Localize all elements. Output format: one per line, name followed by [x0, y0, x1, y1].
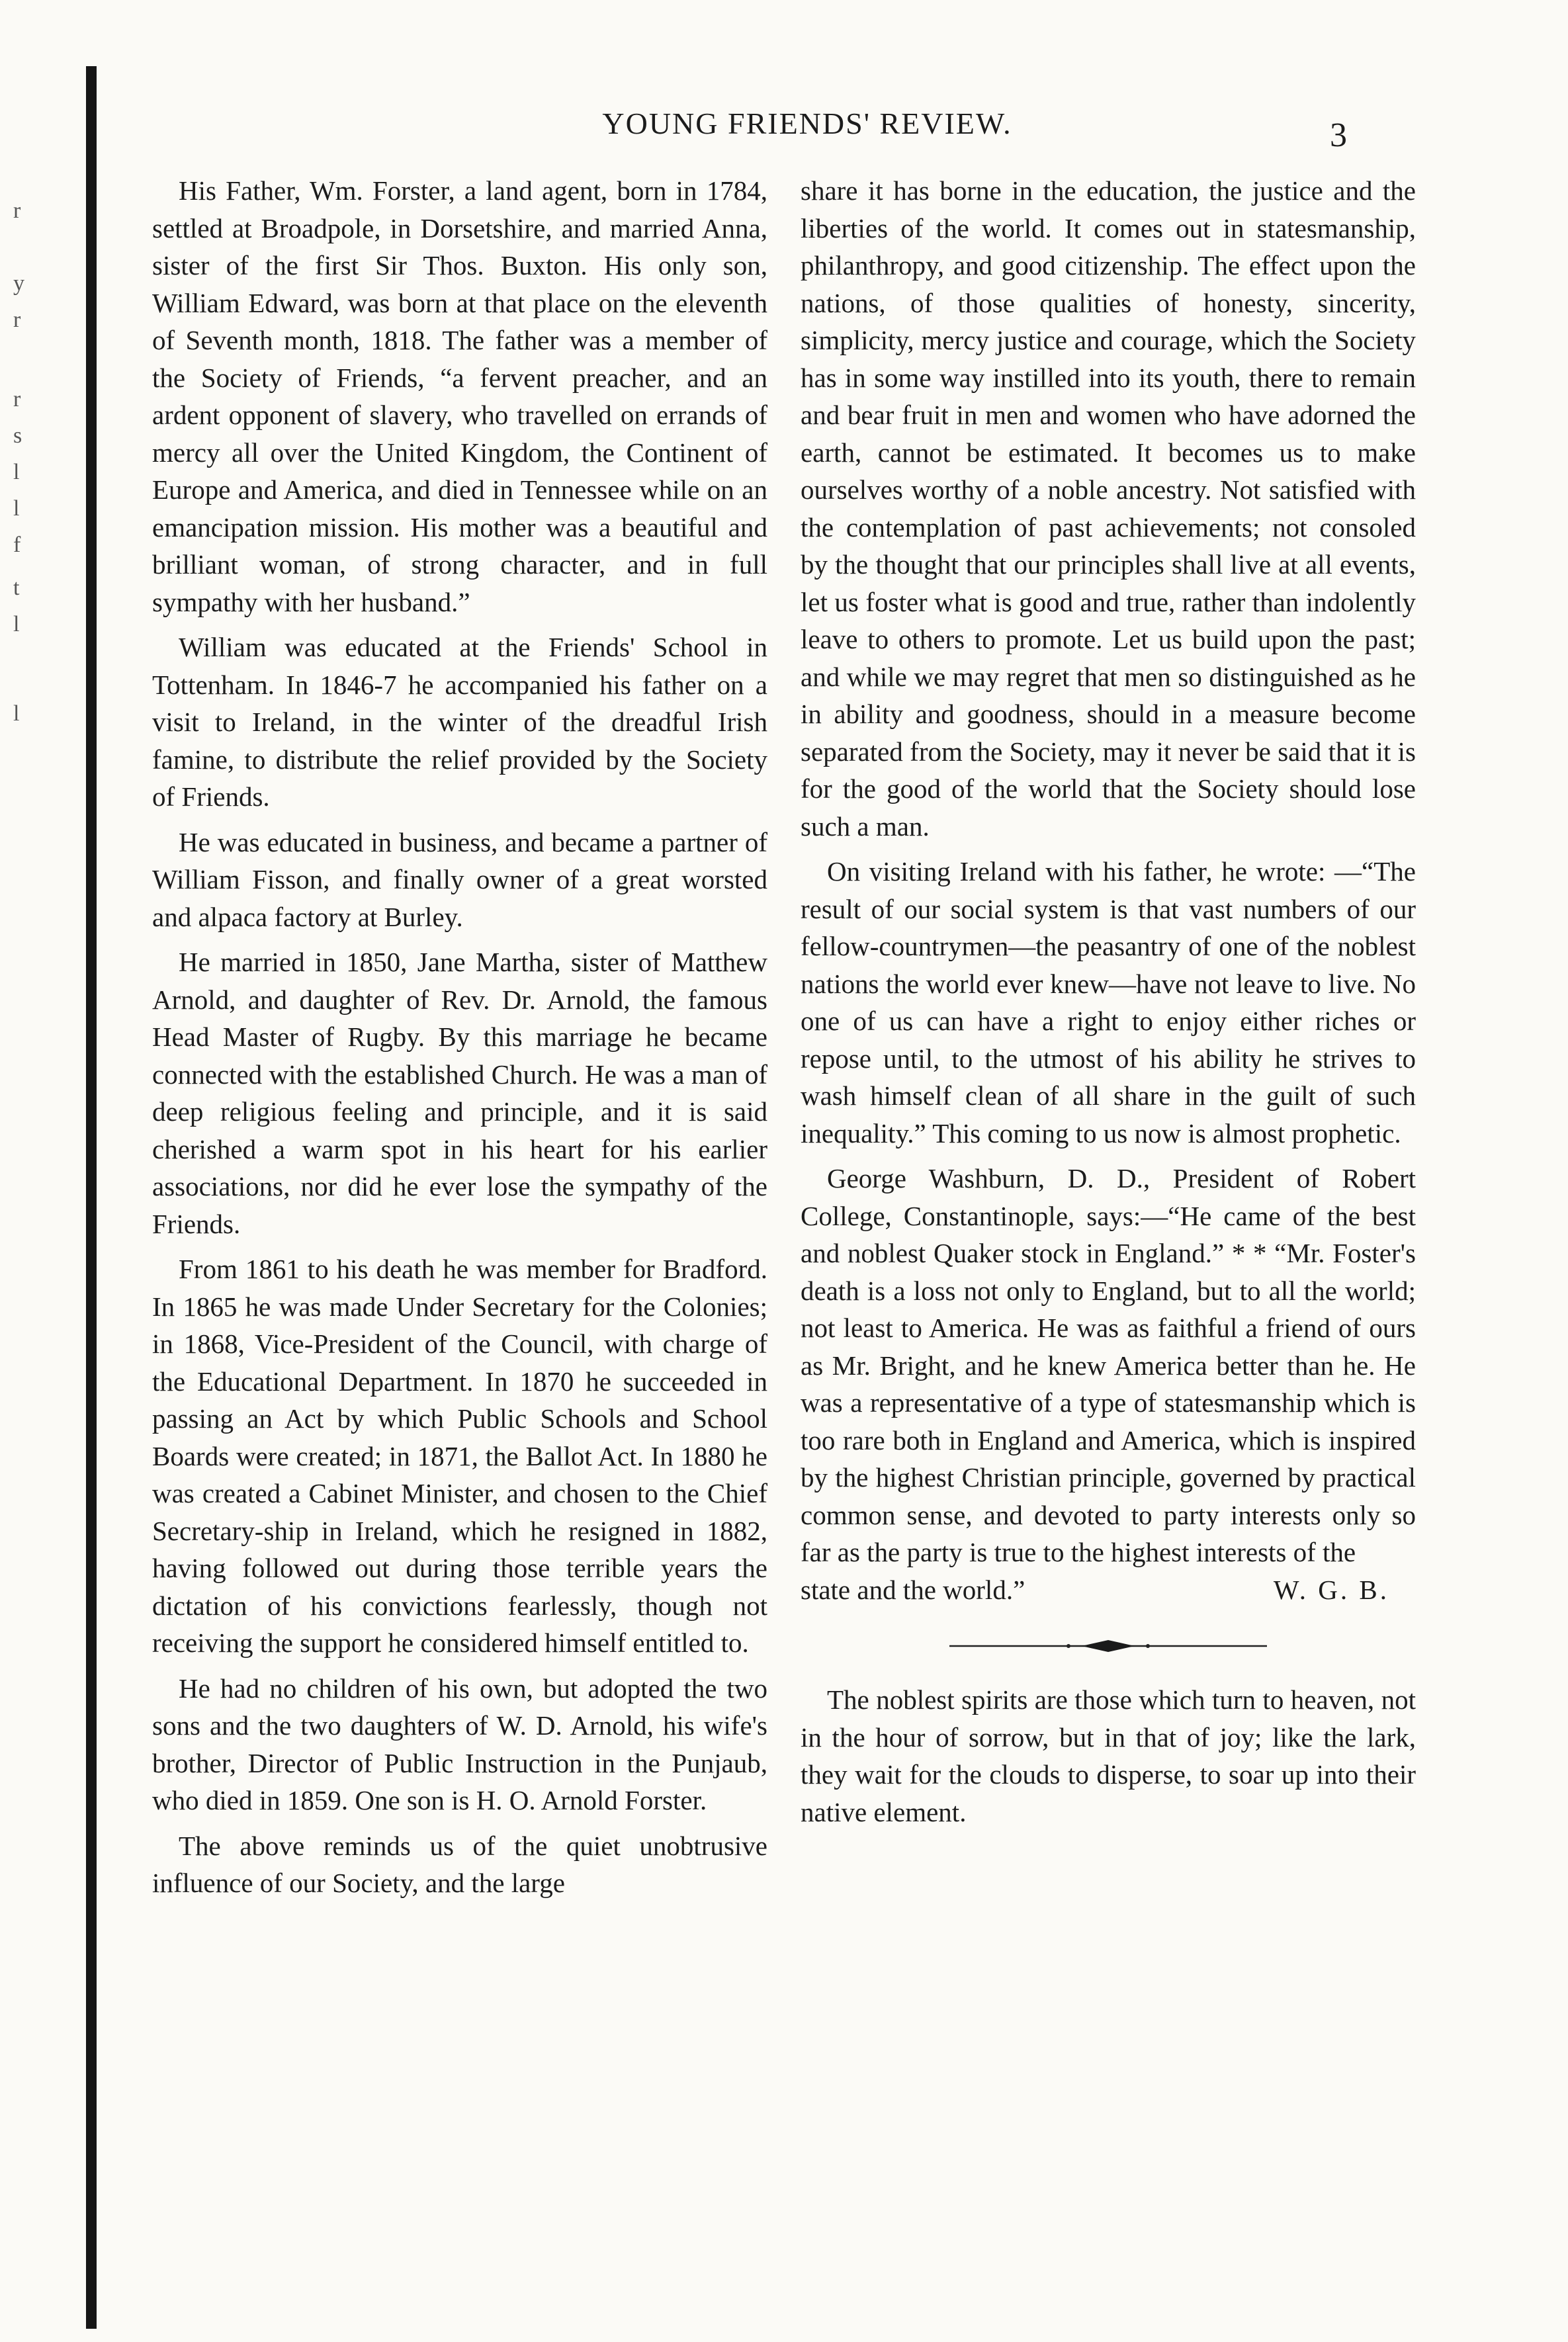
paragraph: He married in 1850, Jane Martha, sister of Matthew Arnold, and daughter of Rev. Dr. Arnold, the famous Head Master of Rugby. By this marriage he became connected with the established Church. He was a man of deep religious feeling and principle, and it is said cherished a warm spot in his heart for his earlier associations, nor did he ever lose the sympathy of the Friends.: [152, 947, 767, 1239]
paragraph: His Father, Wm. Forster, a land agent, born in 1784, settled at Broadpole, in Dorsetshire, and married Anna, sister of the first Sir Thos. Buxton. His only son, William Edward, was born at that place on the eleventh of Seventh month, 1818. The father was a member of the Society of Friends, “a fervent preacher, and an ardent opponent of slavery, who travelled on errands of mercy all over the United Kingdom, the Continent of Europe and America, and died in Tennessee while on an emancipation mission. His mother was a beautiful and brilliant woman, of strong character, and in full sympathy with her husband.”: [152, 175, 767, 617]
left-column: [152, 172, 767, 1910]
margin-fragment: r: [13, 387, 21, 412]
margin-fragment: l: [13, 496, 20, 521]
signature-line: [801, 1571, 1416, 1609]
margin-fragment: r: [13, 308, 21, 332]
margin-fragment: s: [13, 423, 22, 448]
margin-fragment: l: [13, 460, 20, 484]
margin-fragments: [0, 159, 66, 1482]
closing-quote: The noblest spirits are those which turn to heaven, not in the hour of sorrow, but in that of joy; like the lark, they wait for the clouds to disperse, to soar up into their native element.: [801, 1684, 1416, 1827]
paragraph: On visiting Ireland with his father, he wrote: —“The result of our social system is that vast numbers of our fellow-countrymen—the peasantry of one of the noblest nations the world ever knew—have not leave to live. No one of us can have a right to enjoy either riches or repose until, to the utmost of his ability he strives to wash himself clean of all share in the guilt of such inequality.” This coming to us now is almost prophetic.: [801, 856, 1416, 1149]
paragraph: From 1861 to his death he was member for Bradford. In 1865 he was made Under Secretary for the Colonies; in 1868, Vice-President of the Council, with charge of the Educational Department. In 1870 he succeeded in passing an Act by which Public Schools and School Boards were created; in 1871, the Ballot Act. In 1880 he was created a Cabinet Minister, and chosen to the Chief Secretary-ship in Ireland, which he resigned in 1882, having followed out during those terrible years the dictation of his convictions fearlessly, though not receiving the support he considered himself entitled to.: [152, 1254, 767, 1658]
ornament-divider: [943, 1636, 1274, 1656]
margin-fragment: f: [13, 533, 21, 557]
signature-initials: W. G. B.: [1273, 1574, 1389, 1605]
paragraph: share it has borne in the education, the justice and the liberties of the world. It comes out in statesmanship, philanthropy, and good citizenship. The effect upon the nations, of those qualities of honesty, sincerity, simplicity, mercy justice and courage, which the Society has in some way instilled into its youth, there to remain and bear fruit in men and women who have adorned the earth, cannot be estimated. It becomes us to make ourselves worthy of a noble ancestry. Not satisfied with the contemplation of past achievements; not consoled by the thought that our principles shall live at all events, let us foster what is good and true, rather than indolently leave to others to promote. Let us build upon the past; and while we may regret that men so distinguished as he in ability and goodness, should in a measure become separated from the Society, may it never be said that it is for the good of the world that the Society should lose such a man.: [801, 175, 1416, 842]
margin-fragment: r: [13, 198, 21, 223]
running-head: YOUNG FRIENDS' REVIEW.: [602, 107, 1012, 140]
margin-fragment: l: [13, 612, 20, 636]
paragraph: William was educated at the Friends' School in Tottenham. In 1846-7 he accompanied his father on a visit to Ireland, in the winter of the dreadful Irish famine, to distribute the relief provided by the Society of Friends.: [152, 632, 767, 812]
paragraph: The above reminds us of the quiet unobtrusive influence of our Society, and the large: [152, 1830, 767, 1898]
margin-fragment: l: [13, 701, 20, 726]
binding-edge: [86, 66, 97, 2329]
page-number: 3: [1330, 116, 1347, 154]
margin-fragment: t: [13, 576, 20, 600]
right-column: [801, 172, 1416, 1839]
closing-words: state and the world.”: [801, 1574, 1025, 1605]
margin-fragment: y: [13, 271, 24, 296]
paragraph: George Washburn, D. D., President of Robert College, Constantinople, says:—“He came of the best and noblest Quaker stock in England.” * * “Mr. Foster's death is a loss not only to England, but to all the world; not least to America. He was as faithful a friend of ours as Mr. Bright, and he knew America better than he. He was a representative of a type of statesmanship which is too rare both in England and America, which is inspired by the highest Christian principle, governed by practical common sense, and devoted to party interests only so far as the party is true to the highest interests of the: [801, 1163, 1416, 1567]
paragraph: He was educated in business, and became a partner of William Fisson, and finally owner of a great worsted and alpaca factory at Burley.: [152, 826, 767, 932]
paragraph: He had no children of his own, but adopted the two sons and the two daughters of W. D. Arnold, his wife's brother, Director of Public Instruction in the Punjaub, who died in 1859. One son is H. O. Arnold Forster.: [152, 1672, 767, 1815]
